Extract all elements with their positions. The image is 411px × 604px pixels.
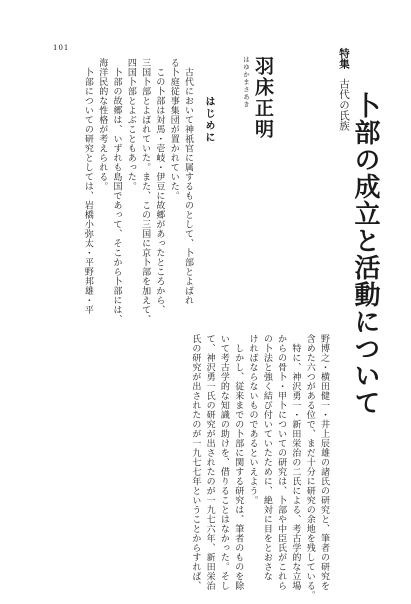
author-name: 羽床正明 (252, 56, 274, 140)
section-heading: はじめに (203, 96, 214, 144)
body-line: 氏の研究が出されたのが一九七七年ということからすれば、 (190, 334, 201, 591)
author-ruby: はゆかまさあき (242, 56, 250, 109)
body-line: る卜庭従事集団が置かれていた。 (168, 58, 179, 201)
series-subject: 古代の氏族 (338, 78, 350, 131)
article-title: 卜部の成立と活動について (350, 92, 380, 416)
body-line: 四国卜部とよぶこともあった。 (125, 58, 136, 191)
body-line: の卜法と強く結び付いていたために、絶対に目をとおさな (261, 334, 272, 581)
body-line: 野博之・横田健一・井上辰雄の諸氏の研究と、筆者の研究を (319, 334, 329, 591)
body-line: からの骨卜・甲卜についての研究は、卜部や中臣氏がこれら (276, 334, 287, 591)
body-text-lower (188, 334, 331, 604)
body-line: て、神沢勇一氏の研究が出されたのが一九七六年、新田栄治 (204, 334, 215, 591)
series-label: 特集 (338, 48, 350, 69)
body-line: 三国卜部とよばれていた。また、この三国に京卜部を加えて、 (140, 58, 151, 324)
body-line: 卜部についての研究としては、岩橋小弥太・平野邦雄・平 (82, 58, 93, 315)
body-line: 海洋民的な性格が考えられる。 (97, 58, 108, 191)
body-line: しかし、従来までの卜部に関する研究は、筆者のものを除 (233, 334, 244, 591)
page-number: 101 (53, 44, 70, 52)
body-line: 特に、神沢勇一・新田栄治の二氏による、考古学的な立場 (290, 334, 301, 591)
body-line: 卜部の故郷は、いずれも島国であって、そこから卜部には、 (111, 58, 122, 324)
body-line: この卜部は対馬・壱岐・伊豆に故郷があったところから、 (154, 58, 165, 315)
body-line: いて考古学的な知識の助けを、借りることはなかった。そし (218, 334, 229, 591)
body-line: ければならないものであるといえよう。 (247, 334, 258, 505)
body-text-upper (81, 58, 195, 348)
body-line: 含めた六つがある位で、まだ十分に研究の余地を残している。 (304, 334, 315, 600)
body-line: 古代において神祇官に属するものとして、卜部とよばれ (183, 58, 193, 305)
series-tag (339, 48, 350, 131)
